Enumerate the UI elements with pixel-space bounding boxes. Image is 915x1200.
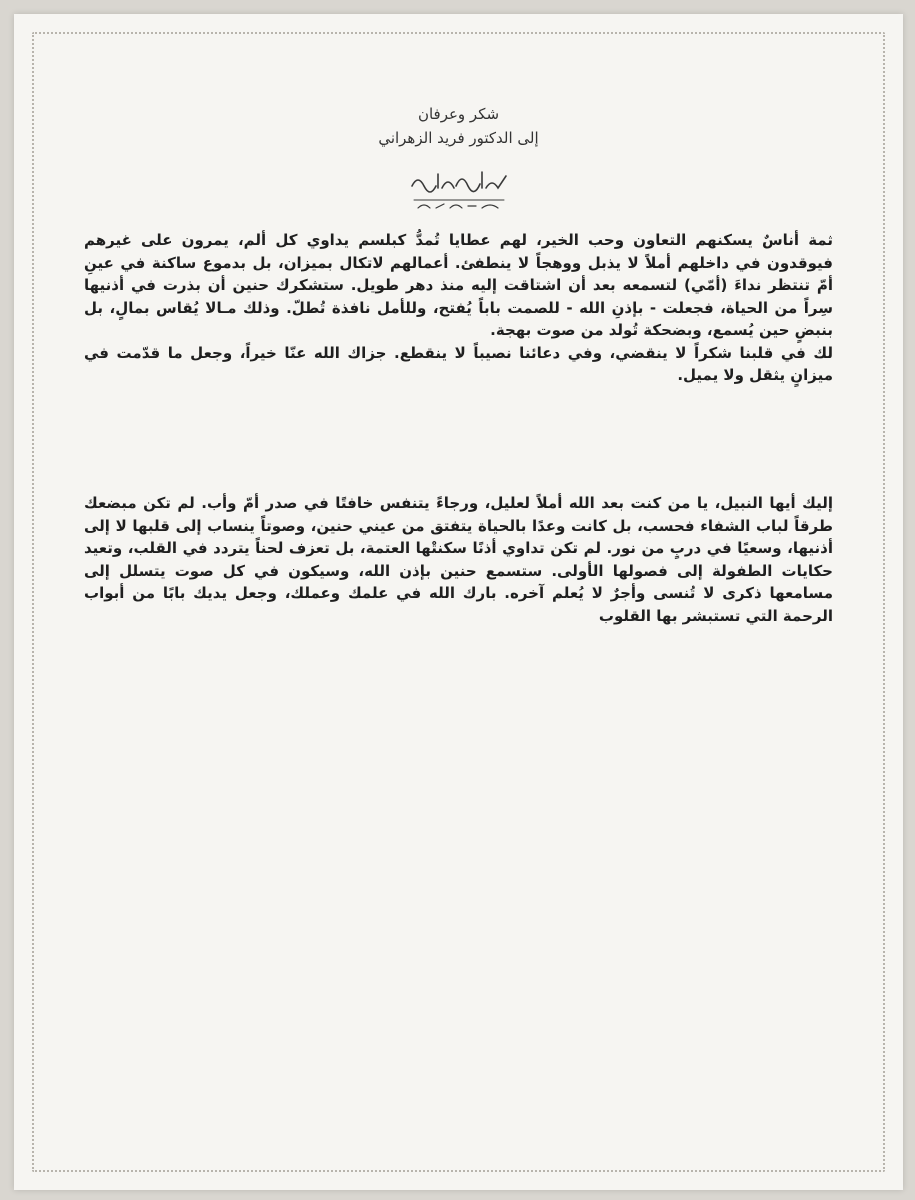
letter-section-2 <box>84 492 833 627</box>
letter-title: شكر وعرفان <box>417 105 500 123</box>
paragraph: إليك أيها النبيل، يا من كنت بعد الله أملاً لعليل، ورجاءً يتنفس خافتًا في صدر أمّ وأب. لم تكن مبضعك طرقاً لباب الشفاء فحسب، بل كانت وعدًا بالحياة يتفتق من عيني حنين، وصوتاً ينساب إلى قلبها لا إلى أذنيها، وسعيًا في دربٍ من نور. لم تكن تداوي أذنًا سكنتْها العتمة، بل تعزف لحناً يتردد في القلب، وتعيد حكايات الطفولة إلى فصولها الأولى. ستسمع حنين بإذن الله، وسيكون في كل صوت يتسلل إلى مسامعها ذكرى لا تُنسى وأجرٌ لا يُعلم آخره. بارك الله في علمك وعملك، وجعل يديك بابًا من أبواب الرحمة التي تستبشر بها القلوب <box>84 494 833 625</box>
paragraph: لك في قلبنا شكراً لا ينقضي، وفي دعائنا نصيباً لا ينقطع. جزاك الله عنّا خيراً، وجعل ما قدّمت في ميزانٍ يثقل ولا يميل. <box>84 343 833 384</box>
letter-page <box>14 14 903 1190</box>
letter-header <box>14 102 903 150</box>
calligraphy-logo <box>404 166 514 214</box>
letter-recipient: إلى الدكتور فريد الزهراني <box>378 129 539 147</box>
letter-section-1 <box>84 229 833 387</box>
paragraph: ثمة أناسٌ يسكنهم التعاون وحب الخير، لهم عطايا تُمدُّ كبلسم يداوي كل ألم، يمرون على غيرهم فيوقدون في داخلهم أملاً لا يذبل ووهجاً لا ينطفئ. أعمالهم لاتكال بميزان، بل بدموع ساكنة في عينِ أمّ تنتظر نداءَ (أمّي) لتسمعه بعد أن اشتاقت إليه منذ دهر طويل. ستشكرك حنين أن بذرت في أذنيها سِراً من الحياة، فجعلت - بإذنِ الله - للصمت باباً يُفتح، وللأمل نافذة تُطلّ. وذلك مـالا يُقاس بمالٍ، بل بنبضٍ حين يُسمع، وبضحكة تُولد من صوت بهجة. <box>84 231 833 339</box>
